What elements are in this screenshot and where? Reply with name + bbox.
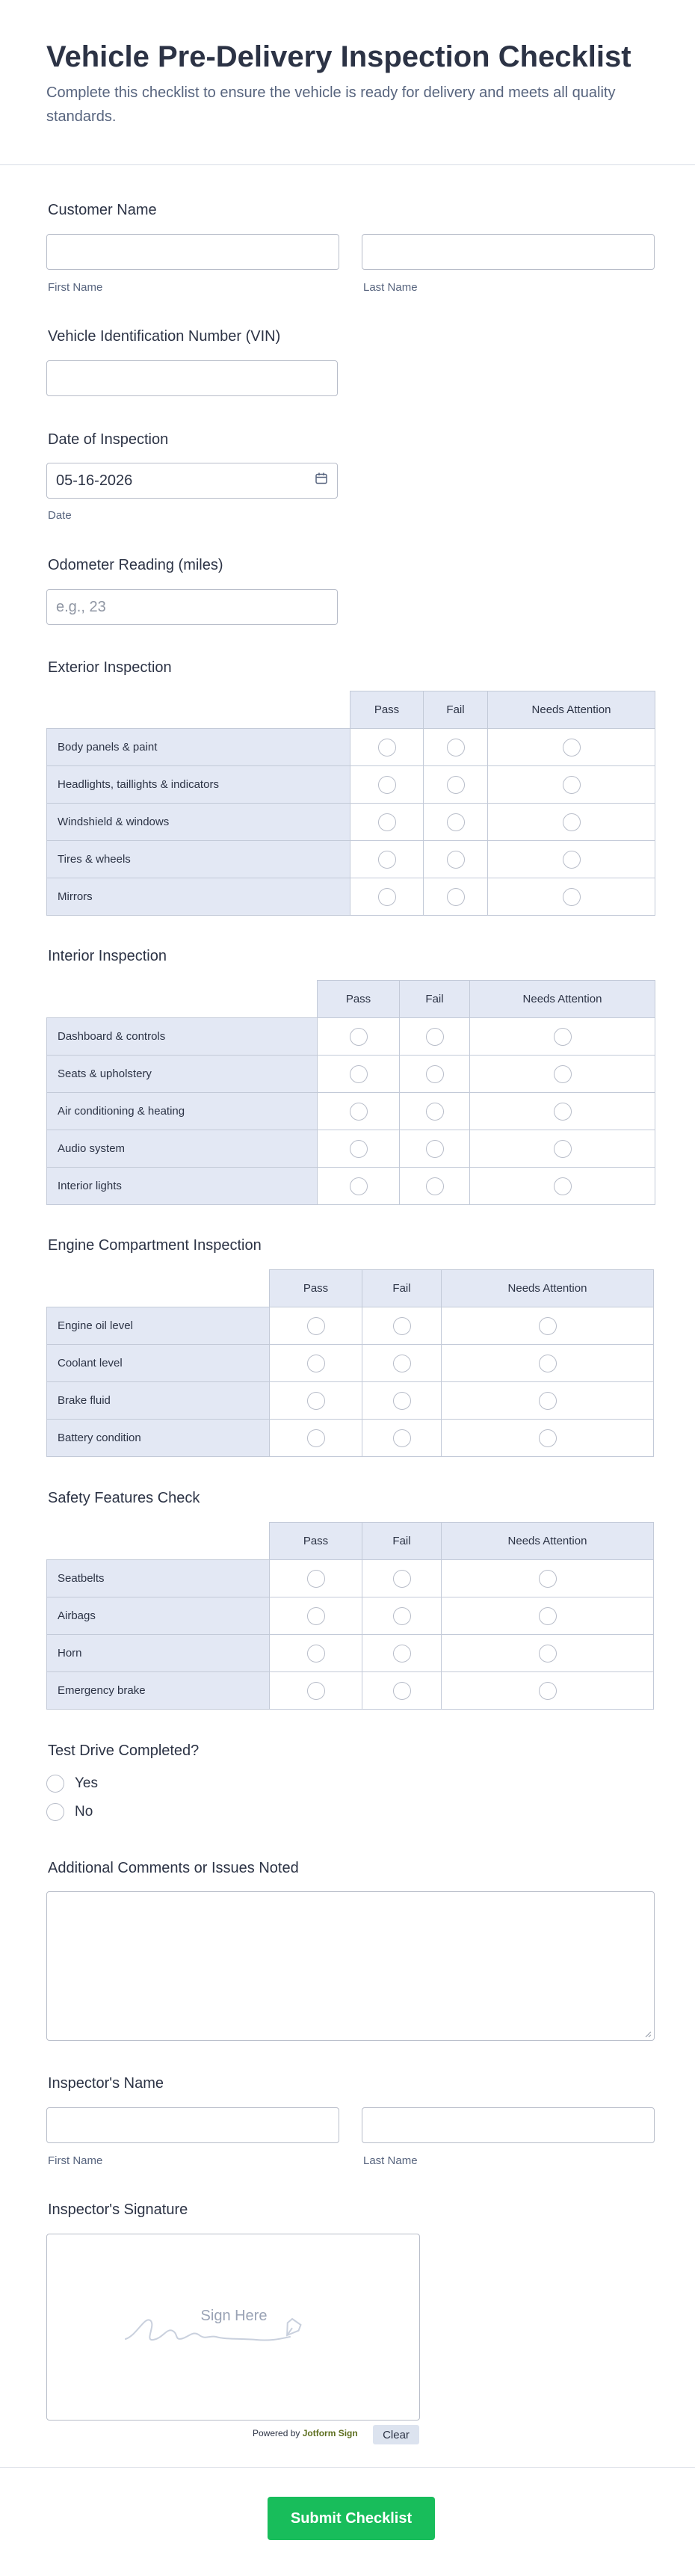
interior-radio-pass[interactable] bbox=[350, 1065, 368, 1083]
safety-radio-fail[interactable] bbox=[393, 1682, 411, 1700]
engine-matrix-cell bbox=[362, 1307, 442, 1345]
engine-matrix-cell bbox=[362, 1381, 442, 1420]
safety-radio-needs-attention[interactable] bbox=[539, 1607, 557, 1625]
engine-matrix-cell bbox=[362, 1344, 442, 1382]
exterior-matrix-cell bbox=[423, 803, 488, 841]
exterior-radio-fail[interactable] bbox=[447, 813, 465, 831]
interior-radio-pass[interactable] bbox=[350, 1028, 368, 1046]
signature-label: Inspector's Signature bbox=[48, 2201, 188, 2218]
interior-matrix-cell bbox=[399, 1092, 470, 1130]
interior-radio-needs-attention[interactable] bbox=[554, 1177, 572, 1195]
interior-matrix-cell bbox=[317, 1017, 400, 1056]
safety-radio-fail[interactable] bbox=[393, 1607, 411, 1625]
odometer-input[interactable] bbox=[46, 589, 338, 625]
engine-radio-fail[interactable] bbox=[393, 1392, 411, 1410]
safety-matrix-cell bbox=[362, 1559, 442, 1597]
vin-input[interactable] bbox=[46, 360, 338, 396]
engine-radio-needs-attention[interactable] bbox=[539, 1355, 557, 1372]
customer-first-name-input[interactable] bbox=[46, 234, 339, 270]
exterior-row-label: Mirrors bbox=[46, 878, 350, 916]
exterior-radio-needs-attention[interactable] bbox=[563, 851, 581, 869]
safety-radio-pass[interactable] bbox=[307, 1645, 325, 1663]
inspector-last-name-input[interactable] bbox=[362, 2107, 655, 2143]
safety-label: Safety Features Check bbox=[48, 1490, 200, 1506]
customer-first-name-sublabel: First Name bbox=[48, 281, 103, 294]
engine-matrix-cell bbox=[269, 1307, 362, 1345]
radio-no[interactable] bbox=[46, 1803, 64, 1821]
exterior-radio-needs-attention[interactable] bbox=[563, 739, 581, 757]
exterior-row-label: Headlights, taillights & indicators bbox=[46, 765, 350, 804]
engine-matrix-cell bbox=[441, 1307, 654, 1345]
interior-radio-fail[interactable] bbox=[426, 1028, 444, 1046]
safety-matrix-cell bbox=[269, 1671, 362, 1710]
engine-column-header: Pass bbox=[269, 1269, 362, 1307]
interior-column-header: Fail bbox=[399, 980, 470, 1018]
interior-label: Interior Inspection bbox=[48, 948, 167, 964]
engine-matrix-cell bbox=[269, 1381, 362, 1420]
interior-row-label: Audio system bbox=[46, 1130, 318, 1168]
interior-radio-fail[interactable] bbox=[426, 1140, 444, 1158]
exterior-matrix-cell bbox=[350, 803, 424, 841]
exterior-matrix-cell bbox=[423, 765, 488, 804]
safety-matrix-cell bbox=[269, 1597, 362, 1635]
safety-matrix-cell bbox=[441, 1597, 654, 1635]
exterior-radio-fail[interactable] bbox=[447, 888, 465, 906]
inspector-last-name-sublabel: Last Name bbox=[363, 2154, 418, 2167]
engine-radio-needs-attention[interactable] bbox=[539, 1429, 557, 1447]
jotform-sign-brand: Jotform Sign bbox=[302, 2428, 358, 2438]
signature-pad[interactable] bbox=[46, 2234, 420, 2421]
interior-radio-fail[interactable] bbox=[426, 1103, 444, 1121]
safety-radio-needs-attention[interactable] bbox=[539, 1645, 557, 1663]
odometer-placeholder: e.g., 23 bbox=[56, 598, 106, 615]
interior-row-label: Interior lights bbox=[46, 1167, 318, 1205]
exterior-radio-fail[interactable] bbox=[447, 776, 465, 794]
exterior-matrix-cell bbox=[487, 765, 655, 804]
exterior-radio-pass[interactable] bbox=[378, 776, 396, 794]
interior-row-label: Seats & upholstery bbox=[46, 1055, 318, 1093]
exterior-radio-pass[interactable] bbox=[378, 739, 396, 757]
exterior-radio-needs-attention[interactable] bbox=[563, 888, 581, 906]
exterior-matrix-cell bbox=[487, 803, 655, 841]
exterior-radio-pass[interactable] bbox=[378, 813, 396, 831]
form-header bbox=[0, 0, 695, 165]
interior-radio-pass[interactable] bbox=[350, 1140, 368, 1158]
interior-column-header: Needs Attention bbox=[469, 980, 655, 1018]
safety-row-label: Emergency brake bbox=[46, 1671, 270, 1710]
interior-radio-needs-attention[interactable] bbox=[554, 1065, 572, 1083]
safety-column-header: Fail bbox=[362, 1522, 442, 1560]
calendar-icon[interactable] bbox=[315, 472, 328, 490]
page-subtitle: Complete this checklist to ensure the vehicle is ready for delivery and meets all quality standards. bbox=[46, 84, 616, 125]
exterior-radio-fail[interactable] bbox=[447, 739, 465, 757]
interior-matrix-cell bbox=[469, 1055, 655, 1093]
interior-radio-needs-attention[interactable] bbox=[554, 1140, 572, 1158]
test-drive-option-no[interactable] bbox=[46, 1803, 93, 1821]
interior-radio-pass[interactable] bbox=[350, 1103, 368, 1121]
engine-radio-fail[interactable] bbox=[393, 1429, 411, 1447]
interior-column-header: Pass bbox=[317, 980, 400, 1018]
safety-row-label: Airbags bbox=[46, 1597, 270, 1635]
test-drive-label: Test Drive Completed? bbox=[48, 1743, 200, 1759]
customer-last-name-sublabel: Last Name bbox=[363, 281, 418, 294]
engine-radio-fail[interactable] bbox=[393, 1355, 411, 1372]
exterior-column-header: Needs Attention bbox=[487, 691, 655, 729]
safety-radio-pass[interactable] bbox=[307, 1607, 325, 1625]
exterior-matrix-cell bbox=[423, 728, 488, 766]
safety-column-header: Pass bbox=[269, 1522, 362, 1560]
engine-radio-pass[interactable] bbox=[307, 1317, 325, 1335]
safety-row-label: Horn bbox=[46, 1634, 270, 1672]
interior-radio-needs-attention[interactable] bbox=[554, 1028, 572, 1046]
odometer-label: Odometer Reading (miles) bbox=[48, 557, 223, 573]
interior-radio-fail[interactable] bbox=[426, 1065, 444, 1083]
interior-matrix-cell bbox=[399, 1167, 470, 1205]
inspector-first-name-sublabel: First Name bbox=[48, 2154, 103, 2167]
inspector-name-label: Inspector's Name bbox=[48, 2075, 164, 2092]
safety-radio-pass[interactable] bbox=[307, 1570, 325, 1588]
interior-row-label: Dashboard & controls bbox=[46, 1017, 318, 1056]
exterior-matrix-cell bbox=[487, 878, 655, 916]
exterior-matrix-cell bbox=[350, 878, 424, 916]
interior-matrix-cell bbox=[317, 1167, 400, 1205]
exterior-column-header: Fail bbox=[423, 691, 488, 729]
safety-matrix-cell bbox=[362, 1597, 442, 1635]
exterior-radio-pass[interactable] bbox=[378, 851, 396, 869]
exterior-matrix-cell bbox=[487, 728, 655, 766]
safety-radio-needs-attention[interactable] bbox=[539, 1682, 557, 1700]
vin-label: Vehicle Identification Number (VIN) bbox=[48, 328, 281, 345]
test-drive-no-label: No bbox=[75, 1804, 93, 1819]
engine-radio-fail[interactable] bbox=[393, 1317, 411, 1335]
exterior-row-label: Windshield & windows bbox=[46, 803, 350, 841]
engine-radio-pass[interactable] bbox=[307, 1429, 325, 1447]
exterior-radio-needs-attention[interactable] bbox=[563, 776, 581, 794]
engine-row-label: Brake fluid bbox=[46, 1381, 270, 1420]
engine-matrix-cell bbox=[441, 1344, 654, 1382]
clear-signature-button[interactable]: Clear bbox=[373, 2425, 419, 2444]
interior-radio-fail[interactable] bbox=[426, 1177, 444, 1195]
safety-matrix-cell bbox=[269, 1634, 362, 1672]
exterior-row-label: Body panels & paint bbox=[46, 728, 350, 766]
exterior-matrix-cell bbox=[350, 728, 424, 766]
interior-matrix-cell bbox=[317, 1092, 400, 1130]
exterior-matrix-cell bbox=[487, 840, 655, 878]
engine-matrix-cell bbox=[362, 1419, 442, 1457]
exterior-matrix-cell bbox=[350, 765, 424, 804]
submit-button[interactable]: Submit Checklist bbox=[268, 2497, 435, 2540]
safety-radio-fail[interactable] bbox=[393, 1645, 411, 1663]
radio-yes[interactable] bbox=[46, 1775, 64, 1793]
engine-matrix-cell bbox=[441, 1419, 654, 1457]
engine-row-label: Battery condition bbox=[46, 1419, 270, 1457]
safety-radio-needs-attention[interactable] bbox=[539, 1570, 557, 1588]
resize-handle-icon[interactable] bbox=[644, 2030, 652, 2038]
interior-matrix-cell bbox=[469, 1092, 655, 1130]
engine-matrix-cell bbox=[441, 1381, 654, 1420]
engine-column-header: Needs Attention bbox=[441, 1269, 654, 1307]
exterior-matrix-cell bbox=[423, 878, 488, 916]
exterior-matrix-cell bbox=[423, 840, 488, 878]
engine-row-label: Engine oil level bbox=[46, 1307, 270, 1345]
customer-name-label: Customer Name bbox=[48, 202, 157, 218]
safety-matrix-cell bbox=[441, 1559, 654, 1597]
footer-divider bbox=[0, 2467, 695, 2468]
interior-matrix-cell bbox=[317, 1130, 400, 1168]
engine-row-label: Coolant level bbox=[46, 1344, 270, 1382]
engine-radio-needs-attention[interactable] bbox=[539, 1392, 557, 1410]
exterior-radio-fail[interactable] bbox=[447, 851, 465, 869]
engine-label: Engine Compartment Inspection bbox=[48, 1237, 262, 1254]
safety-matrix-cell bbox=[441, 1634, 654, 1672]
exterior-radio-needs-attention[interactable] bbox=[563, 813, 581, 831]
date-sublabel: Date bbox=[48, 509, 72, 522]
engine-radio-needs-attention[interactable] bbox=[539, 1317, 557, 1335]
safety-matrix-cell bbox=[441, 1671, 654, 1710]
page-title: Vehicle Pre-Delivery Inspection Checklist bbox=[46, 40, 631, 73]
interior-radio-pass[interactable] bbox=[350, 1177, 368, 1195]
interior-radio-needs-attention[interactable] bbox=[554, 1103, 572, 1121]
date-value: 05-16-2026 bbox=[56, 472, 133, 489]
interior-matrix-cell bbox=[317, 1055, 400, 1093]
interior-matrix-cell bbox=[399, 1055, 470, 1093]
signature-placeholder: Sign Here bbox=[200, 2308, 268, 2324]
engine-radio-pass[interactable] bbox=[307, 1392, 325, 1410]
interior-matrix-cell bbox=[399, 1017, 470, 1056]
engine-column-header: Fail bbox=[362, 1269, 442, 1307]
exterior-radio-pass[interactable] bbox=[378, 888, 396, 906]
exterior-label: Exterior Inspection bbox=[48, 659, 172, 676]
engine-matrix-cell bbox=[269, 1419, 362, 1457]
engine-radio-pass[interactable] bbox=[307, 1355, 325, 1372]
powered-by-text: Powered by bbox=[253, 2428, 300, 2438]
comments-label: Additional Comments or Issues Noted bbox=[48, 1860, 299, 1876]
comments-textarea[interactable] bbox=[46, 1891, 655, 2041]
exterior-row-label: Tires & wheels bbox=[46, 840, 350, 878]
interior-matrix-cell bbox=[469, 1130, 655, 1168]
powered-by bbox=[253, 2428, 358, 2438]
safety-matrix-cell bbox=[269, 1559, 362, 1597]
exterior-column-header: Pass bbox=[350, 691, 424, 729]
safety-row-label: Seatbelts bbox=[46, 1559, 270, 1597]
safety-radio-pass[interactable] bbox=[307, 1682, 325, 1700]
date-label: Date of Inspection bbox=[48, 431, 169, 448]
interior-matrix-cell bbox=[399, 1130, 470, 1168]
interior-matrix-cell bbox=[469, 1167, 655, 1205]
inspector-first-name-input[interactable] bbox=[46, 2107, 339, 2143]
customer-last-name-input[interactable] bbox=[362, 234, 655, 270]
interior-row-label: Air conditioning & heating bbox=[46, 1092, 318, 1130]
safety-column-header: Needs Attention bbox=[441, 1522, 654, 1560]
exterior-matrix-cell bbox=[350, 840, 424, 878]
safety-matrix-cell bbox=[362, 1671, 442, 1710]
safety-radio-fail[interactable] bbox=[393, 1570, 411, 1588]
test-drive-option-yes[interactable] bbox=[46, 1775, 98, 1793]
interior-matrix-cell bbox=[469, 1017, 655, 1056]
safety-matrix-cell bbox=[362, 1634, 442, 1672]
date-input[interactable] bbox=[46, 463, 338, 499]
engine-matrix-cell bbox=[269, 1344, 362, 1382]
test-drive-yes-label: Yes bbox=[75, 1775, 98, 1791]
